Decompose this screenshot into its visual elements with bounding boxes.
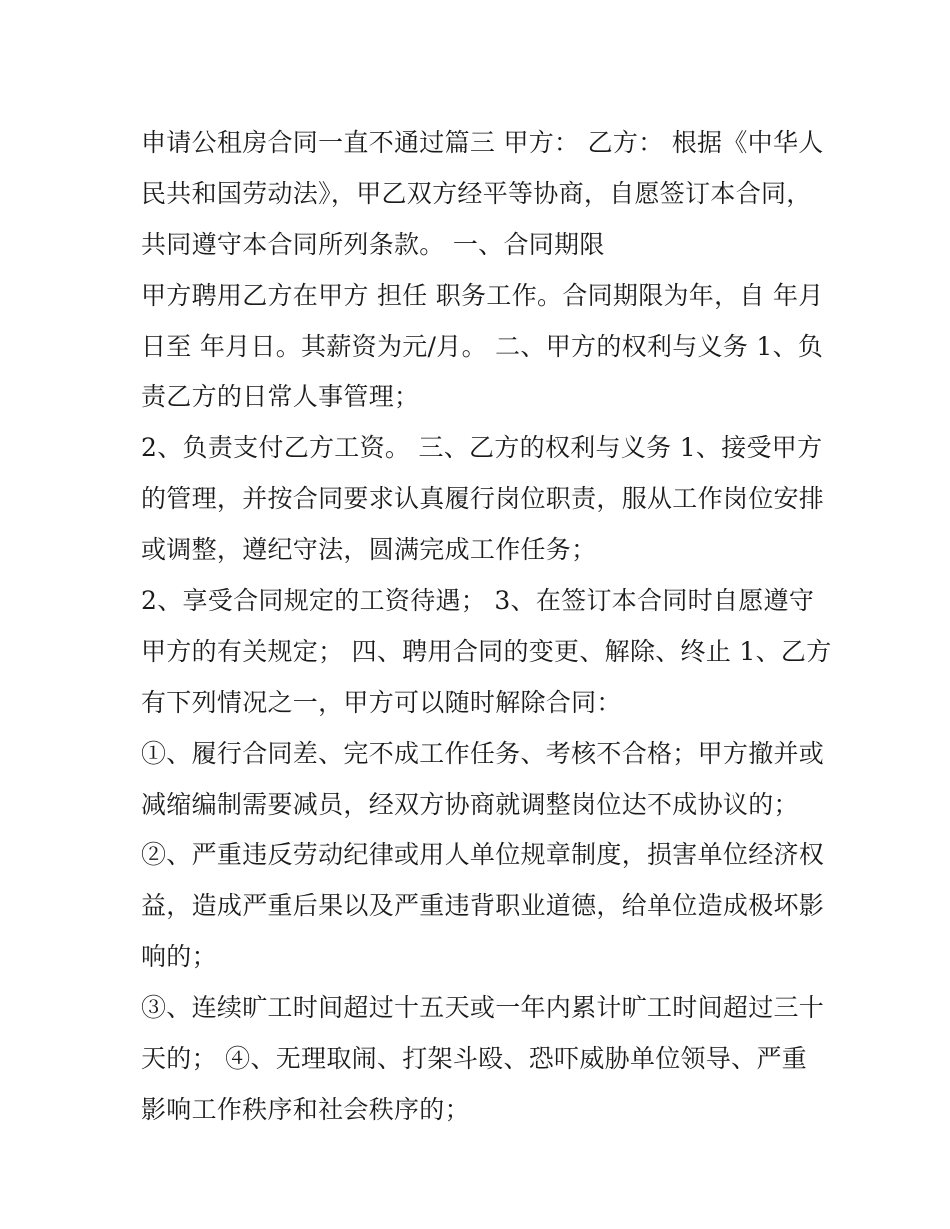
text-line: 响的；: [141, 942, 217, 972]
document-body: [141, 118, 832, 1136]
text-line: 益，造成严重后果以及严重违背职业道德，给单位造成极坏影: [141, 891, 825, 921]
text-line: ②、严重违反劳动纪律或用人单位规章制度，损害单位经济权: [141, 840, 825, 870]
text-line: 的管理，并按合同要求认真履行岗位职责，服从工作岗位安排: [141, 484, 825, 514]
text-line: 甲方聘用乙方在甲方 担任 职务工作。合同期限为年，自 年月: [141, 280, 824, 310]
text-line: 日至 年月日。其薪资为元/月。 二、甲方的权利与义务 1、负: [141, 331, 824, 361]
text-line: 或调整，遵纪守法，圆满完成工作任务；: [141, 535, 597, 565]
text-line: 有下列情况之一，甲方可以随时解除合同：: [141, 687, 622, 717]
paragraph-7: [141, 983, 825, 1136]
text-line: ③、连续旷工时间超过十五天或一年内累计旷工时间超过三十: [141, 993, 825, 1023]
text-line: 责乙方的日常人事管理；: [141, 382, 420, 412]
text-line: 减缩编制需要减员，经双方协商就调整岗位达不成协议的；: [141, 789, 799, 819]
paragraph-4: [141, 576, 832, 729]
text-line: 申请公租房合同一直不通过篇三 甲方： 乙方： 根据《中华人: [141, 128, 824, 157]
paragraph-1: [141, 118, 824, 271]
text-line: 共同遵守本合同所列条款。 一、合同期限: [141, 229, 605, 259]
text-line: 影响工作秩序和社会秩序的；: [141, 1094, 470, 1124]
text-line: ①、履行合同差、完不成工作任务、考核不合格；甲方撤并或: [141, 738, 825, 768]
paragraph-6: [141, 830, 825, 983]
text-line: 2、负责支付乙方工资。 三、乙方的权利与义务 1、接受甲方: [141, 433, 823, 463]
text-line: 2、享受合同规定的工资待遇； 3、在签订本合同时自愿遵守: [141, 586, 815, 616]
text-line: 甲方的有关规定； 四、聘用合同的变更、解除、终止 1、乙方: [141, 636, 832, 666]
paragraph-2: [141, 271, 824, 424]
paragraph-3: [141, 423, 825, 576]
text-line: 天的； ④、无理取闹、打架斗殴、恐吓威胁单位领导、严重: [141, 1044, 808, 1074]
text-line: 民共和国劳动法》，甲乙双方经平等协商，自愿签订本合同，: [141, 178, 812, 208]
paragraph-5: [141, 729, 825, 831]
